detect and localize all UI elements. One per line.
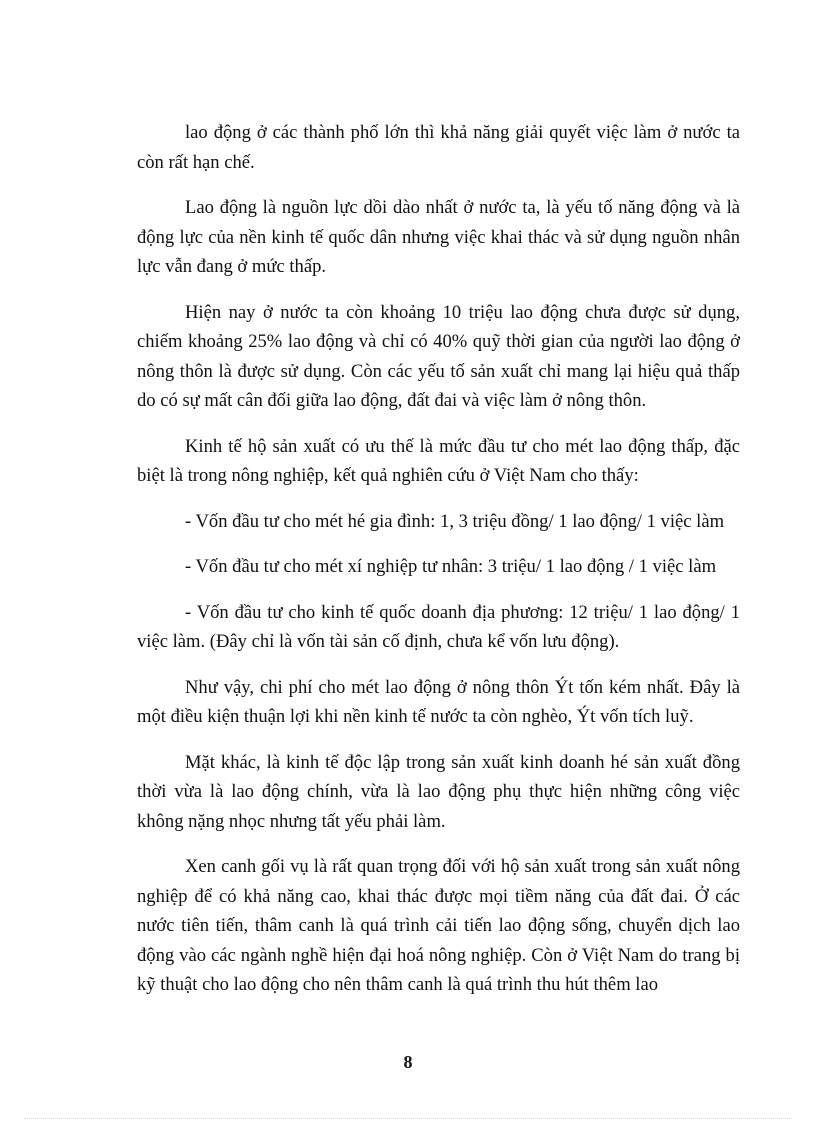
body-text: [137, 118, 740, 1016]
page-number: 8: [403, 1052, 413, 1072]
paragraph: Mặt khác, là kinh tế độc lập trong sản xuất kinh doanh hé sản xuất đồng thời vừa là lao động chính, vừa là lao động phụ thực hiện những công việc không nặng nhọc nhưng tất yếu phải làm.: [137, 751, 740, 832]
paragraph: lao động ở các thành phố lớn thì khả năng giải quyết việc làm ở nước ta còn rất hạn chế.: [137, 122, 740, 173]
paragraph: Kinh tế hộ sản xuất có ưu thế là mức đầu tư cho mét lao động thấp, đặc biệt là trong nông nghiệp, kết quả nghiên cứu ở Việt Nam cho thấy:: [137, 435, 740, 486]
list-item: - Vốn đầu tư cho mét xí nghiệp tư nhân: 3 triệu/ 1 lao động / 1 việc làm: [185, 556, 717, 577]
paragraph: Như vậy, chi phí cho mét lao động ở nông thôn Ýt tốn kém nhất. Đây là một điều kiện thuận lợi khi nền kinh tế nước ta còn nghèo, Ýt vốn tích luỹ.: [137, 676, 740, 727]
list-item: - Vốn đầu tư cho mét hé gia đình: 1, 3 triệu đồng/ 1 lao động/ 1 việc làm: [185, 510, 725, 532]
paragraph: Xen canh gối vụ là rất quan trọng đối với hộ sản xuất trong sản xuất nông nghiệp để có khả năng cao, khai thác được mọi tiềm năng của đất đai. Ở các nước tiên tiến, thâm canh là quá trình cải tiến lao động sống, chuyển dịch lao động vào các ngành nghề hiện đại hoá nông nghiệp. Còn ở Việt Nam do trang bị kỹ thuật cho lao động cho nên thâm canh là quá trình thu hút thêm lao: [137, 856, 740, 995]
list-item: - Vốn đầu tư cho kinh tế quốc doanh địa phương: 12 triệu/ 1 lao động/ 1 việc làm. (Đây chỉ là vốn tài sản cố định, chưa kể vốn lưu động).: [137, 601, 740, 652]
paragraph: Lao động là nguồn lực dồi dào nhất ở nước ta, là yếu tố năng động và là động lực của nền kinh tế quốc dân nhưng việc khai thác và sử dụng nguồn nhân lực vẫn đang ở mức thấp.: [137, 197, 740, 277]
paragraph: Hiện nay ở nước ta còn khoảng 10 triệu lao động chưa được sử dụng, chiếm khoảng 25% lao động và chỉ có 40% quỹ thời gian của người lao động ở nông thôn là được sử dụng. Còn các yếu tố sản xuất chỉ mang lại hiệu quả thấp do có sự mất cân đối giữa lao động, đất đai và việc làm ở nông thôn.: [137, 301, 740, 411]
page-bottom-divider: [24, 1118, 792, 1119]
